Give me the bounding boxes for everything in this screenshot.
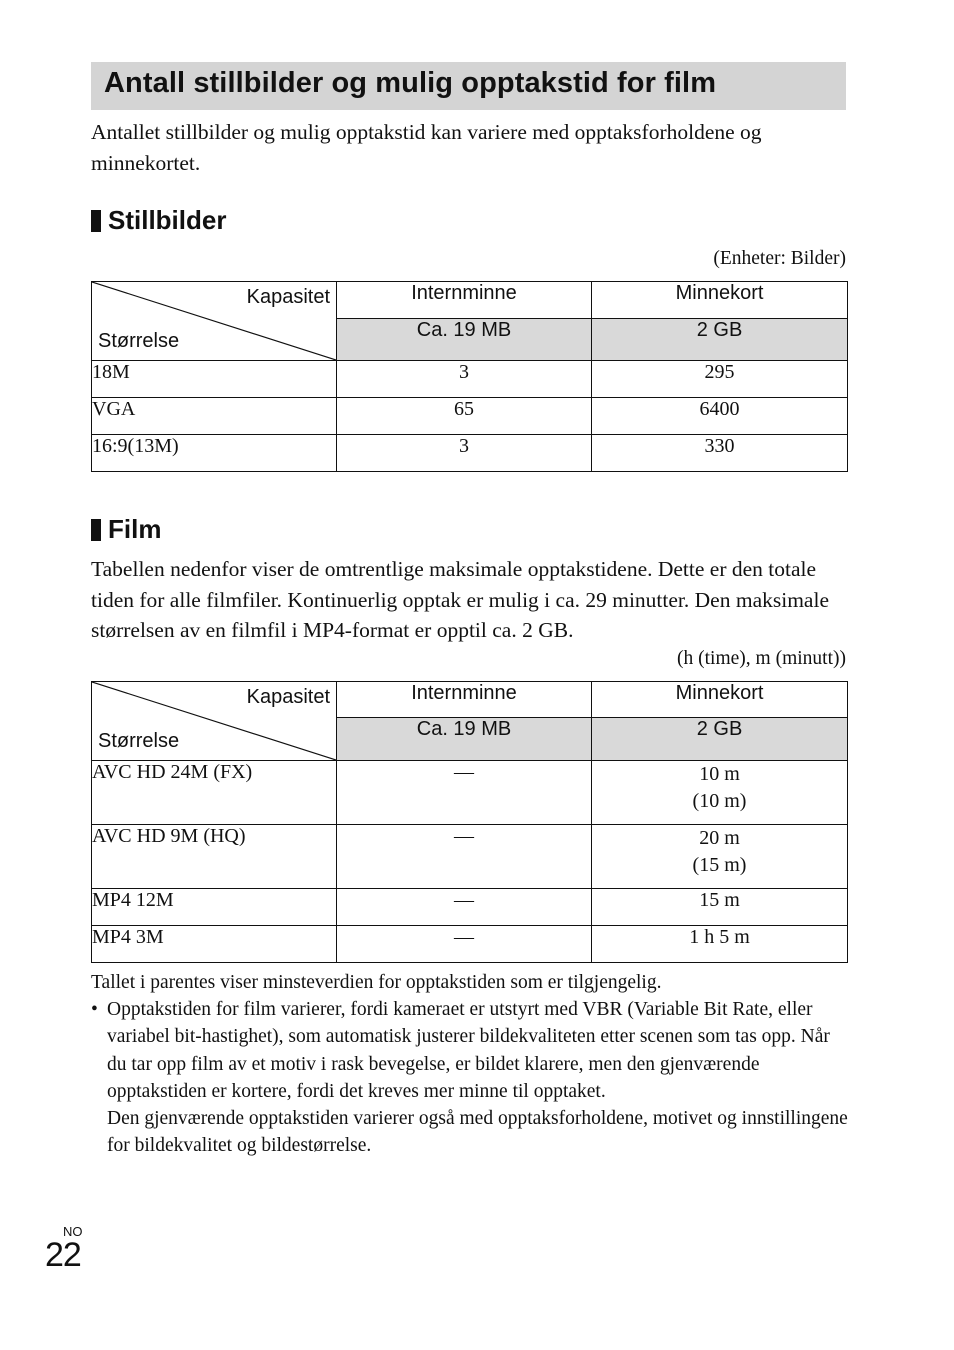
col-sub-card: 2 GB [592,718,848,761]
row-card-min: (10 m) [692,790,747,812]
page-number: 22 [45,1236,81,1274]
stills-corner-cell [92,282,337,361]
row-size: AVC HD 24M (FX) [92,761,337,825]
page-title-bar [91,62,846,110]
section-marker-icon [91,519,101,541]
stills-heading [91,205,226,236]
col-header-internal: Internminne [337,682,592,718]
row-internal: 65 [337,398,592,435]
film-corner-cell [92,682,337,761]
row-size: AVC HD 9M (HQ) [92,825,337,889]
row-card-value: 10 m [699,763,740,785]
table-row [92,926,848,963]
row-size: MP4 12M [92,889,337,926]
corner-capacity-label: Kapasitet [246,286,330,308]
row-size: MP4 3M [92,926,337,963]
table-row [92,435,848,472]
row-size: VGA [92,398,337,435]
row-card: 6400 [592,398,848,435]
col-header-internal: Internminne [337,282,592,319]
stills-units: (Enheter: Bilder) [713,248,846,269]
corner-size-label: Størrelse [98,330,180,352]
col-header-card: Minnekort [592,682,848,718]
table-row [92,398,848,435]
row-internal: 3 [337,361,592,398]
film-units: (h (time), m (minutt)) [677,648,846,669]
table-row [92,761,848,825]
intro-paragraph: Antallet stillbilder og mulig opptakstid kan variere med opptaksforholdene og minnekortet. [91,120,762,175]
col-header-card: Minnekort [592,282,848,319]
stills-table [91,281,848,472]
row-size: 18M [92,361,337,398]
row-card: 15 m [592,889,848,926]
corner-size-label: Størrelse [98,730,180,752]
row-card: 1 h 5 m [592,926,848,963]
corner-capacity-label: Kapasitet [246,686,330,708]
section-marker-icon [91,210,101,232]
parenthesis-note: Tallet i parentes viser minsteverdien for opptakstiden som er tilgjengelig. [91,972,662,993]
row-card: 295 [592,361,848,398]
page-language: NO [63,1224,83,1239]
row-card-min: (15 m) [692,854,747,876]
bullet-text-1: Opptakstiden for film varierer, fordi kameraet er utstyrt med VBR (Variable Bit Rate, eller variabel bit-hastighet), som automatisk justerer bildekvaliteten etter scenen som tas opp. Når du tar opp film av et motiv i rask bevegelse, er bildet klarere, men den gjenværende opptakstiden er kortere, fordi det kreves mer minne til opptaket. [107,999,830,1102]
row-size: 16:9(13M) [92,435,337,472]
table-row [92,889,848,926]
row-card [592,761,848,825]
bullet-note [91,996,851,1160]
bullet-icon: • [91,999,98,1020]
row-card: 330 [592,435,848,472]
stills-heading-text: Stillbilder [108,205,227,235]
film-heading [91,514,161,545]
row-internal: — [337,889,592,926]
col-sub-internal: Ca. 19 MB [337,319,592,361]
row-card-value: 20 m [699,827,740,849]
col-sub-card: 2 GB [592,319,848,361]
film-table [91,681,848,963]
col-sub-internal: Ca. 19 MB [337,718,592,761]
table-row [92,361,848,398]
film-heading-text: Film [108,514,162,544]
film-description: Tabellen nedenfor viser de omtrentlige maksimale opptakstidene. Dette er den totale tiden for alle filmfiler. Kontinuerlig opptak er mulig i ca. 29 minutter. Den maksimale størrelsen av en filmfil i MP4-format er opptil ca. 2 GB. [91,557,829,642]
row-internal: — [337,761,592,825]
table-row [92,825,848,889]
row-internal: 3 [337,435,592,472]
row-internal: — [337,926,592,963]
row-internal: — [337,825,592,889]
page-title: Antall stillbilder og mulig opptakstid for film [104,67,717,99]
row-card [592,825,848,889]
bullet-text-2: Den gjenværende opptakstiden varierer også med opptaksforholdene, motivet og innstillingene for bildekvalitet og bildestørrelse. [107,1108,848,1157]
